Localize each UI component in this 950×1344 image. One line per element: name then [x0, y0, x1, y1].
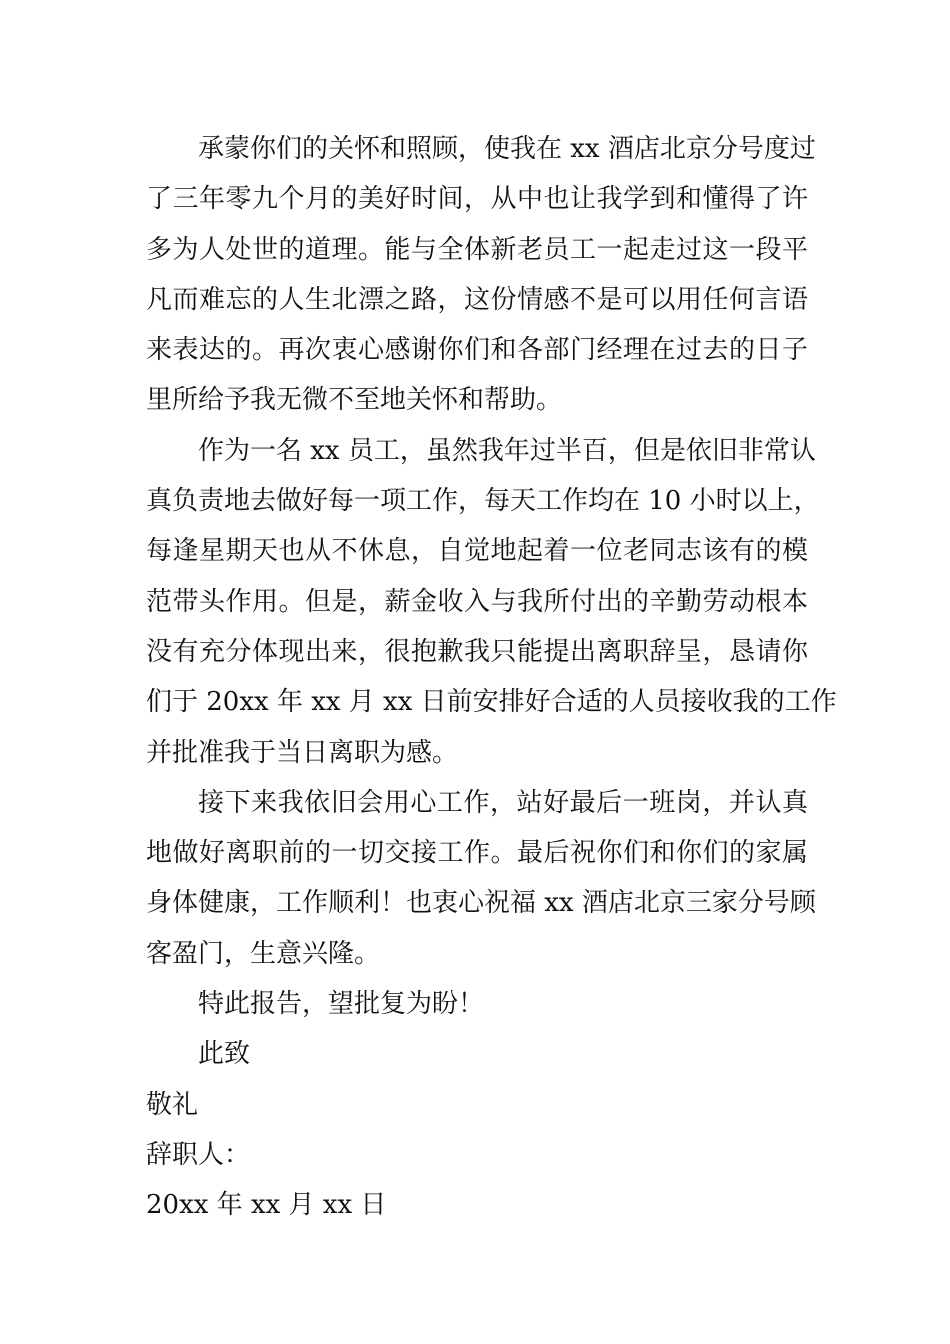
date-line: 20xx 年 xx 月 xx 日 [146, 1190, 387, 1221]
paragraph-line: 多为人处世的道理。能与全体新老员工一起走过这一段平 [146, 234, 808, 265]
paragraph-line: 来表达的。再次衷心感谢你们和各部门经理在过去的日子 [146, 335, 808, 366]
paragraph-line: 们于 20xx 年 xx 月 xx 日前安排好合适的人员接收我的工作 [146, 687, 837, 718]
closing-salutation: 此致 [198, 1039, 251, 1070]
closing-report-line: 特此报告，望批复为盼！ [198, 989, 485, 1020]
paragraph-line: 了三年零九个月的美好时间，从中也让我学到和懂得了许 [146, 184, 808, 215]
signer-label: 辞职人： [146, 1139, 251, 1170]
paragraph-line: 里所给予我无微不至地关怀和帮助。 [146, 385, 563, 416]
paragraph-line: 并批准我于当日离职为感。 [146, 737, 459, 768]
paragraph-line: 每逢星期天也从不休息，自觉地起着一位老同志该有的模 [146, 536, 808, 567]
paragraph-line: 范带头作用。但是，薪金收入与我所付出的辛勤劳动根本 [146, 586, 808, 617]
closing-section [146, 979, 808, 1230]
paragraph-line: 凡而难忘的人生北漂之路，这份情感不是可以用任何言语 [146, 284, 808, 315]
resignation-letter-body [146, 124, 837, 1231]
paragraph-line: 作为一名 xx 员工，虽然我年过半百，但是依旧非常认 [198, 435, 816, 466]
paragraph-line: 接下来我依旧会用心工作，站好最后一班岗，并认真 [198, 787, 808, 818]
paragraph-line: 身体健康，工作顺利！也衷心祝福 xx 酒店北京三家分号顾 [146, 888, 816, 919]
paragraph-reason [146, 426, 837, 778]
paragraph-line: 没有充分体现出来，很抱歉我只能提出离职辞呈，恳请你 [146, 636, 808, 667]
paragraph-line: 地做好离职前的一切交接工作。最后祝你们和你们的家属 [146, 838, 808, 869]
closing-regards: 敬礼 [146, 1089, 199, 1120]
paragraph-handover [146, 778, 816, 979]
paragraph-gratitude [146, 124, 816, 426]
paragraph-line: 承蒙你们的关怀和照顾，使我在 xx 酒店北京分号度过 [198, 134, 816, 164]
paragraph-line: 真负责地去做好每一项工作，每天工作均在 10 小时以上， [146, 486, 820, 517]
paragraph-line: 客盈门，生意兴隆。 [146, 938, 381, 969]
